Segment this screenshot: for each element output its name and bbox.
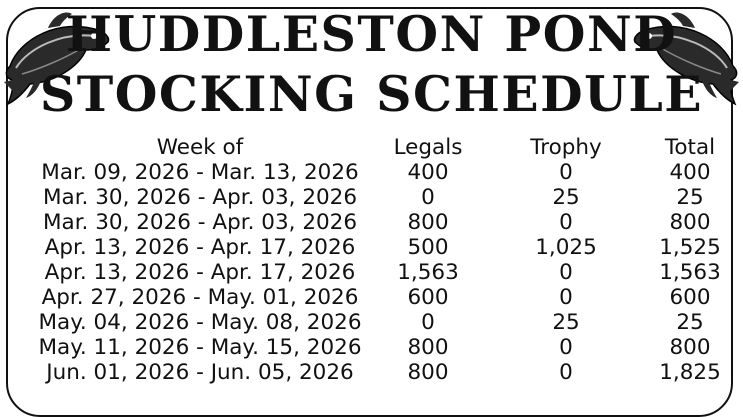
- week-cell: Mar. 09, 2026 - Mar. 13, 2026: [41, 160, 359, 185]
- table-row: [0, 160, 743, 186]
- header-legals: Legals: [393, 135, 463, 160]
- week-cell: Mar. 30, 2026 - Apr. 03, 2026: [42, 210, 358, 235]
- total-cell: 25: [676, 310, 704, 335]
- trophy-cell: 0: [559, 360, 573, 385]
- table-row: [0, 235, 743, 261]
- legals-cell: 800: [407, 210, 449, 235]
- trophy-cell: 0: [559, 210, 573, 235]
- page-title-line1: HUDDLESTON POND: [65, 5, 678, 63]
- legals-cell: 800: [407, 335, 449, 360]
- legals-cell: 500: [407, 235, 449, 260]
- week-cell: Apr. 13, 2026 - Apr. 17, 2026: [44, 260, 356, 285]
- legals-cell: 800: [407, 360, 449, 385]
- total-cell: 1,563: [659, 260, 721, 285]
- total-cell: 800: [669, 210, 711, 235]
- total-cell: 400: [669, 160, 711, 185]
- table-row: [0, 335, 743, 361]
- trophy-cell: 0: [559, 260, 573, 285]
- week-cell: May. 11, 2026 - May. 15, 2026: [38, 335, 362, 360]
- legals-cell: 0: [421, 310, 435, 335]
- trophy-cell: 1,025: [535, 235, 597, 260]
- legals-cell: 1,563: [397, 260, 459, 285]
- legals-cell: 400: [407, 160, 449, 185]
- trophy-cell: 0: [559, 335, 573, 360]
- total-cell: 1,525: [659, 235, 721, 260]
- total-cell: 800: [669, 335, 711, 360]
- table-row: [0, 285, 743, 311]
- week-cell: Mar. 30, 2026 - Apr. 03, 2026: [42, 185, 358, 210]
- trophy-cell: 25: [552, 185, 580, 210]
- table-row: [0, 360, 743, 386]
- week-cell: Apr. 27, 2026 - May. 01, 2026: [41, 285, 359, 310]
- legals-cell: 0: [421, 185, 435, 210]
- table-header: [0, 135, 743, 161]
- page-title-line2: STOCKING SCHEDULE: [39, 65, 704, 123]
- header-trophy: Trophy: [530, 135, 602, 160]
- table-row: [0, 210, 743, 236]
- week-cell: Jun. 01, 2026 - Jun. 05, 2026: [46, 360, 354, 385]
- header-week: Week of: [156, 135, 244, 160]
- trophy-cell: 25: [552, 310, 580, 335]
- legals-cell: 600: [407, 285, 449, 310]
- week-cell: Apr. 13, 2026 - Apr. 17, 2026: [44, 235, 356, 260]
- week-cell: May. 04, 2026 - May. 08, 2026: [38, 310, 362, 335]
- header-total: Total: [664, 135, 716, 160]
- trophy-cell: 0: [559, 285, 573, 310]
- table-row: [0, 260, 743, 286]
- table-row: [0, 310, 743, 336]
- table-row: [0, 185, 743, 211]
- trophy-cell: 0: [559, 160, 573, 185]
- total-cell: 600: [669, 285, 711, 310]
- total-cell: 25: [676, 185, 704, 210]
- total-cell: 1,825: [659, 360, 721, 385]
